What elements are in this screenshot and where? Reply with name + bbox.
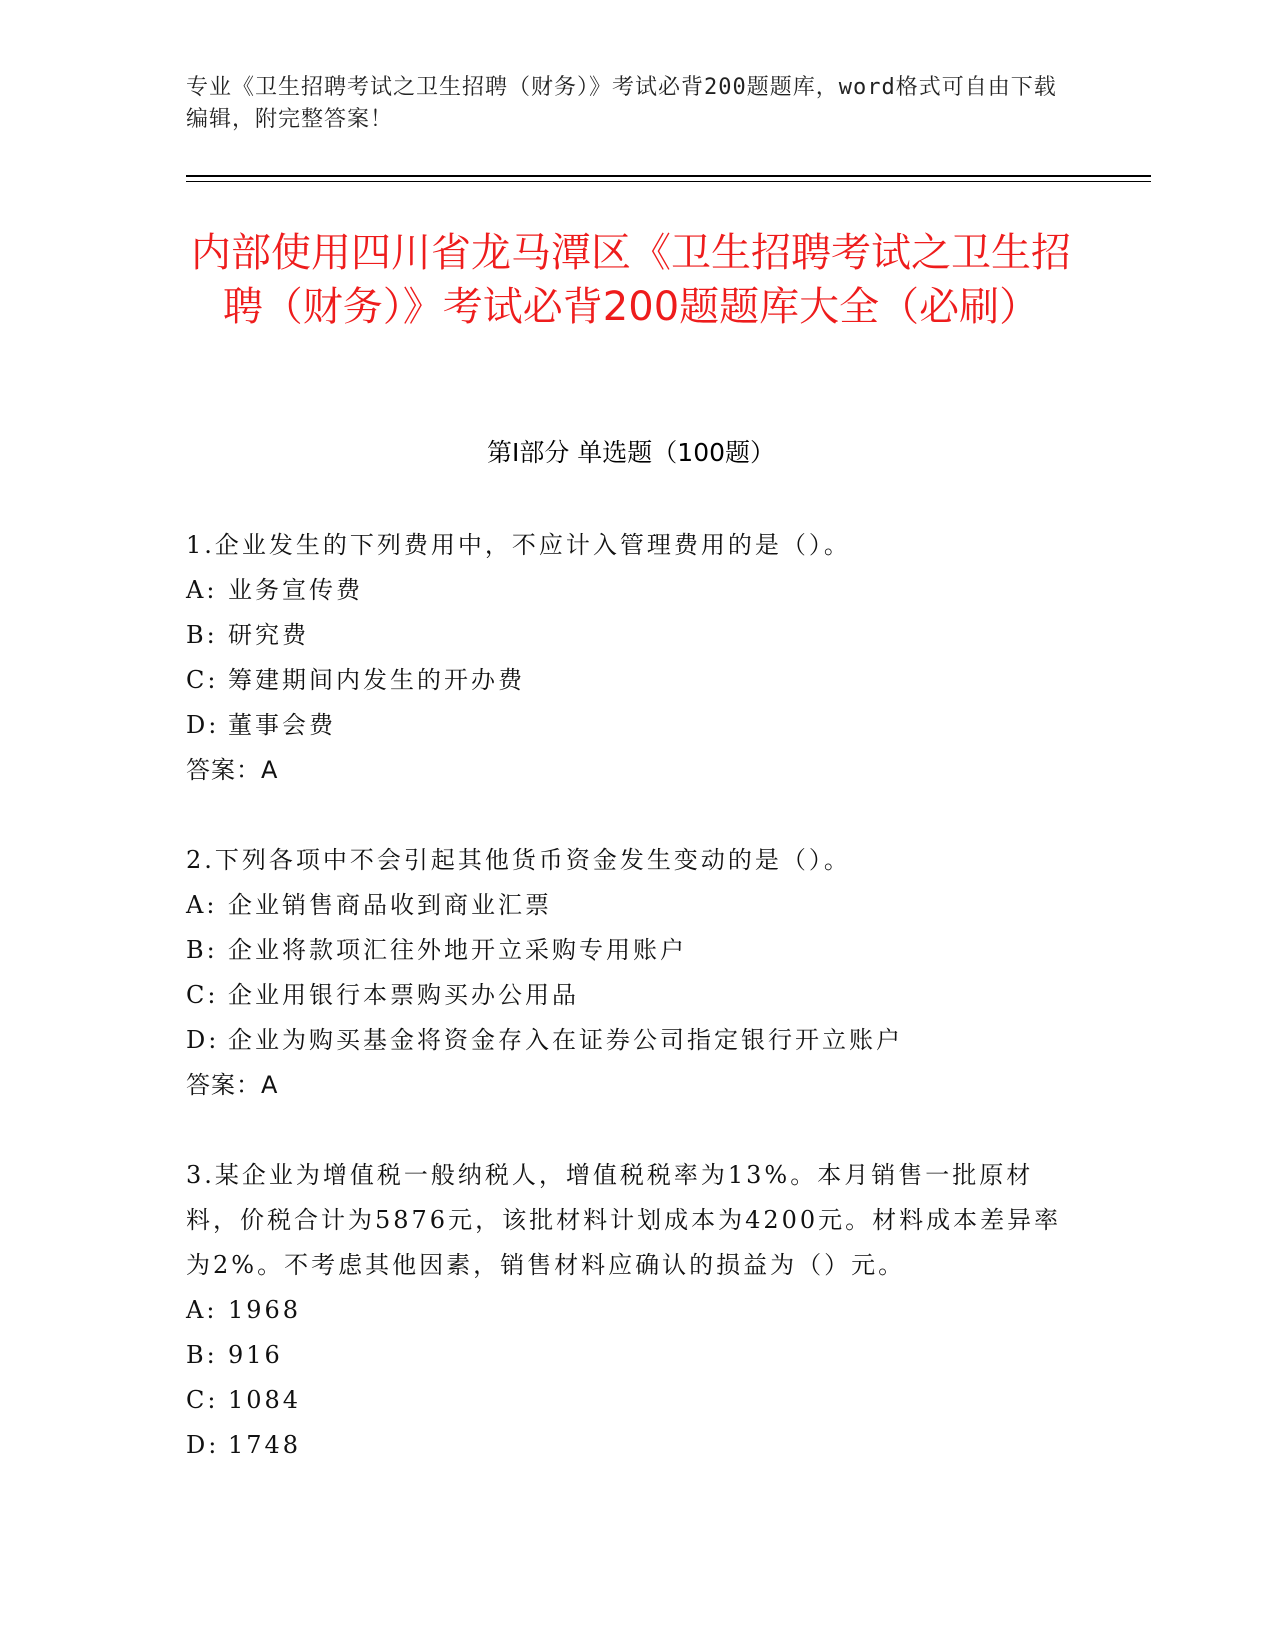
option-letter: B:	[186, 936, 218, 964]
option-a	[186, 568, 1086, 613]
option-letter: B:	[186, 1341, 218, 1369]
option-c	[186, 658, 1086, 703]
question-block	[186, 523, 1086, 793]
section-title: 第I部分 单选题（100题）	[486, 438, 776, 467]
option-b	[186, 928, 1086, 973]
header-rule-thin	[186, 181, 1151, 182]
option-d	[186, 1018, 1086, 1063]
option-b	[186, 1333, 1086, 1378]
option-text: 1084	[228, 1386, 302, 1414]
option-letter: A:	[186, 891, 218, 919]
option-c	[186, 1378, 1086, 1423]
option-d	[186, 703, 1086, 748]
answer-line: 答案：A	[186, 756, 279, 784]
option-d	[186, 1423, 1086, 1468]
option-text: 筹建期间内发生的开办费	[228, 666, 525, 694]
option-letter: D:	[186, 1431, 220, 1459]
document-title: 内部使用四川省龙马潭区《卫生招聘考试之卫生招聘（财务）》考试必背200题题库大全（必刷）	[191, 230, 1071, 330]
option-text: 企业销售商品收到商业汇票	[228, 891, 552, 919]
question-stem: 3.某企业为增值税一般纳税人，增值税税率为13%。本月销售一批原材料，价税合计为5876元，该批材料计划成本为4200元。材料成本差异率为2%。不考虑其他因素，销售材料应确认的损益为（）元。	[186, 1161, 1062, 1279]
option-a	[186, 1288, 1086, 1333]
question-block	[186, 1153, 1086, 1468]
option-text: 916	[228, 1341, 283, 1369]
option-text: 企业将款项汇往外地开立采购专用账户	[228, 936, 687, 964]
option-text: 研究费	[228, 621, 309, 649]
question-stem: 2.下列各项中不会引起其他货币资金发生变动的是（）。	[186, 846, 851, 874]
question-block	[186, 838, 1086, 1108]
option-text: 1748	[228, 1431, 302, 1459]
answer-line: 答案：A	[186, 1071, 279, 1099]
option-letter: A:	[186, 576, 218, 604]
option-letter: C:	[186, 1386, 219, 1414]
header-note: 专业《卫生招聘考试之卫生招聘（财务）》考试必背200题题库，word格式可自由下载编辑，附完整答案！	[186, 75, 1057, 132]
option-text: 业务宣传费	[228, 576, 363, 604]
header-rule-thick	[186, 175, 1151, 177]
question-stem: 1.企业发生的下列费用中，不应计入管理费用的是（）。	[186, 531, 851, 559]
option-letter: B:	[186, 621, 218, 649]
option-a	[186, 883, 1086, 928]
option-letter: C:	[186, 666, 219, 694]
option-letter: D:	[186, 711, 220, 739]
option-b	[186, 613, 1086, 658]
option-c	[186, 973, 1086, 1018]
option-letter: A:	[186, 1296, 218, 1324]
option-text: 企业为购买基金将资金存入在证券公司指定银行开立账户	[228, 1026, 903, 1054]
option-text: 董事会费	[228, 711, 336, 739]
option-letter: D:	[186, 1026, 220, 1054]
option-letter: C:	[186, 981, 219, 1009]
option-text: 1968	[228, 1296, 302, 1324]
option-text: 企业用银行本票购买办公用品	[228, 981, 579, 1009]
